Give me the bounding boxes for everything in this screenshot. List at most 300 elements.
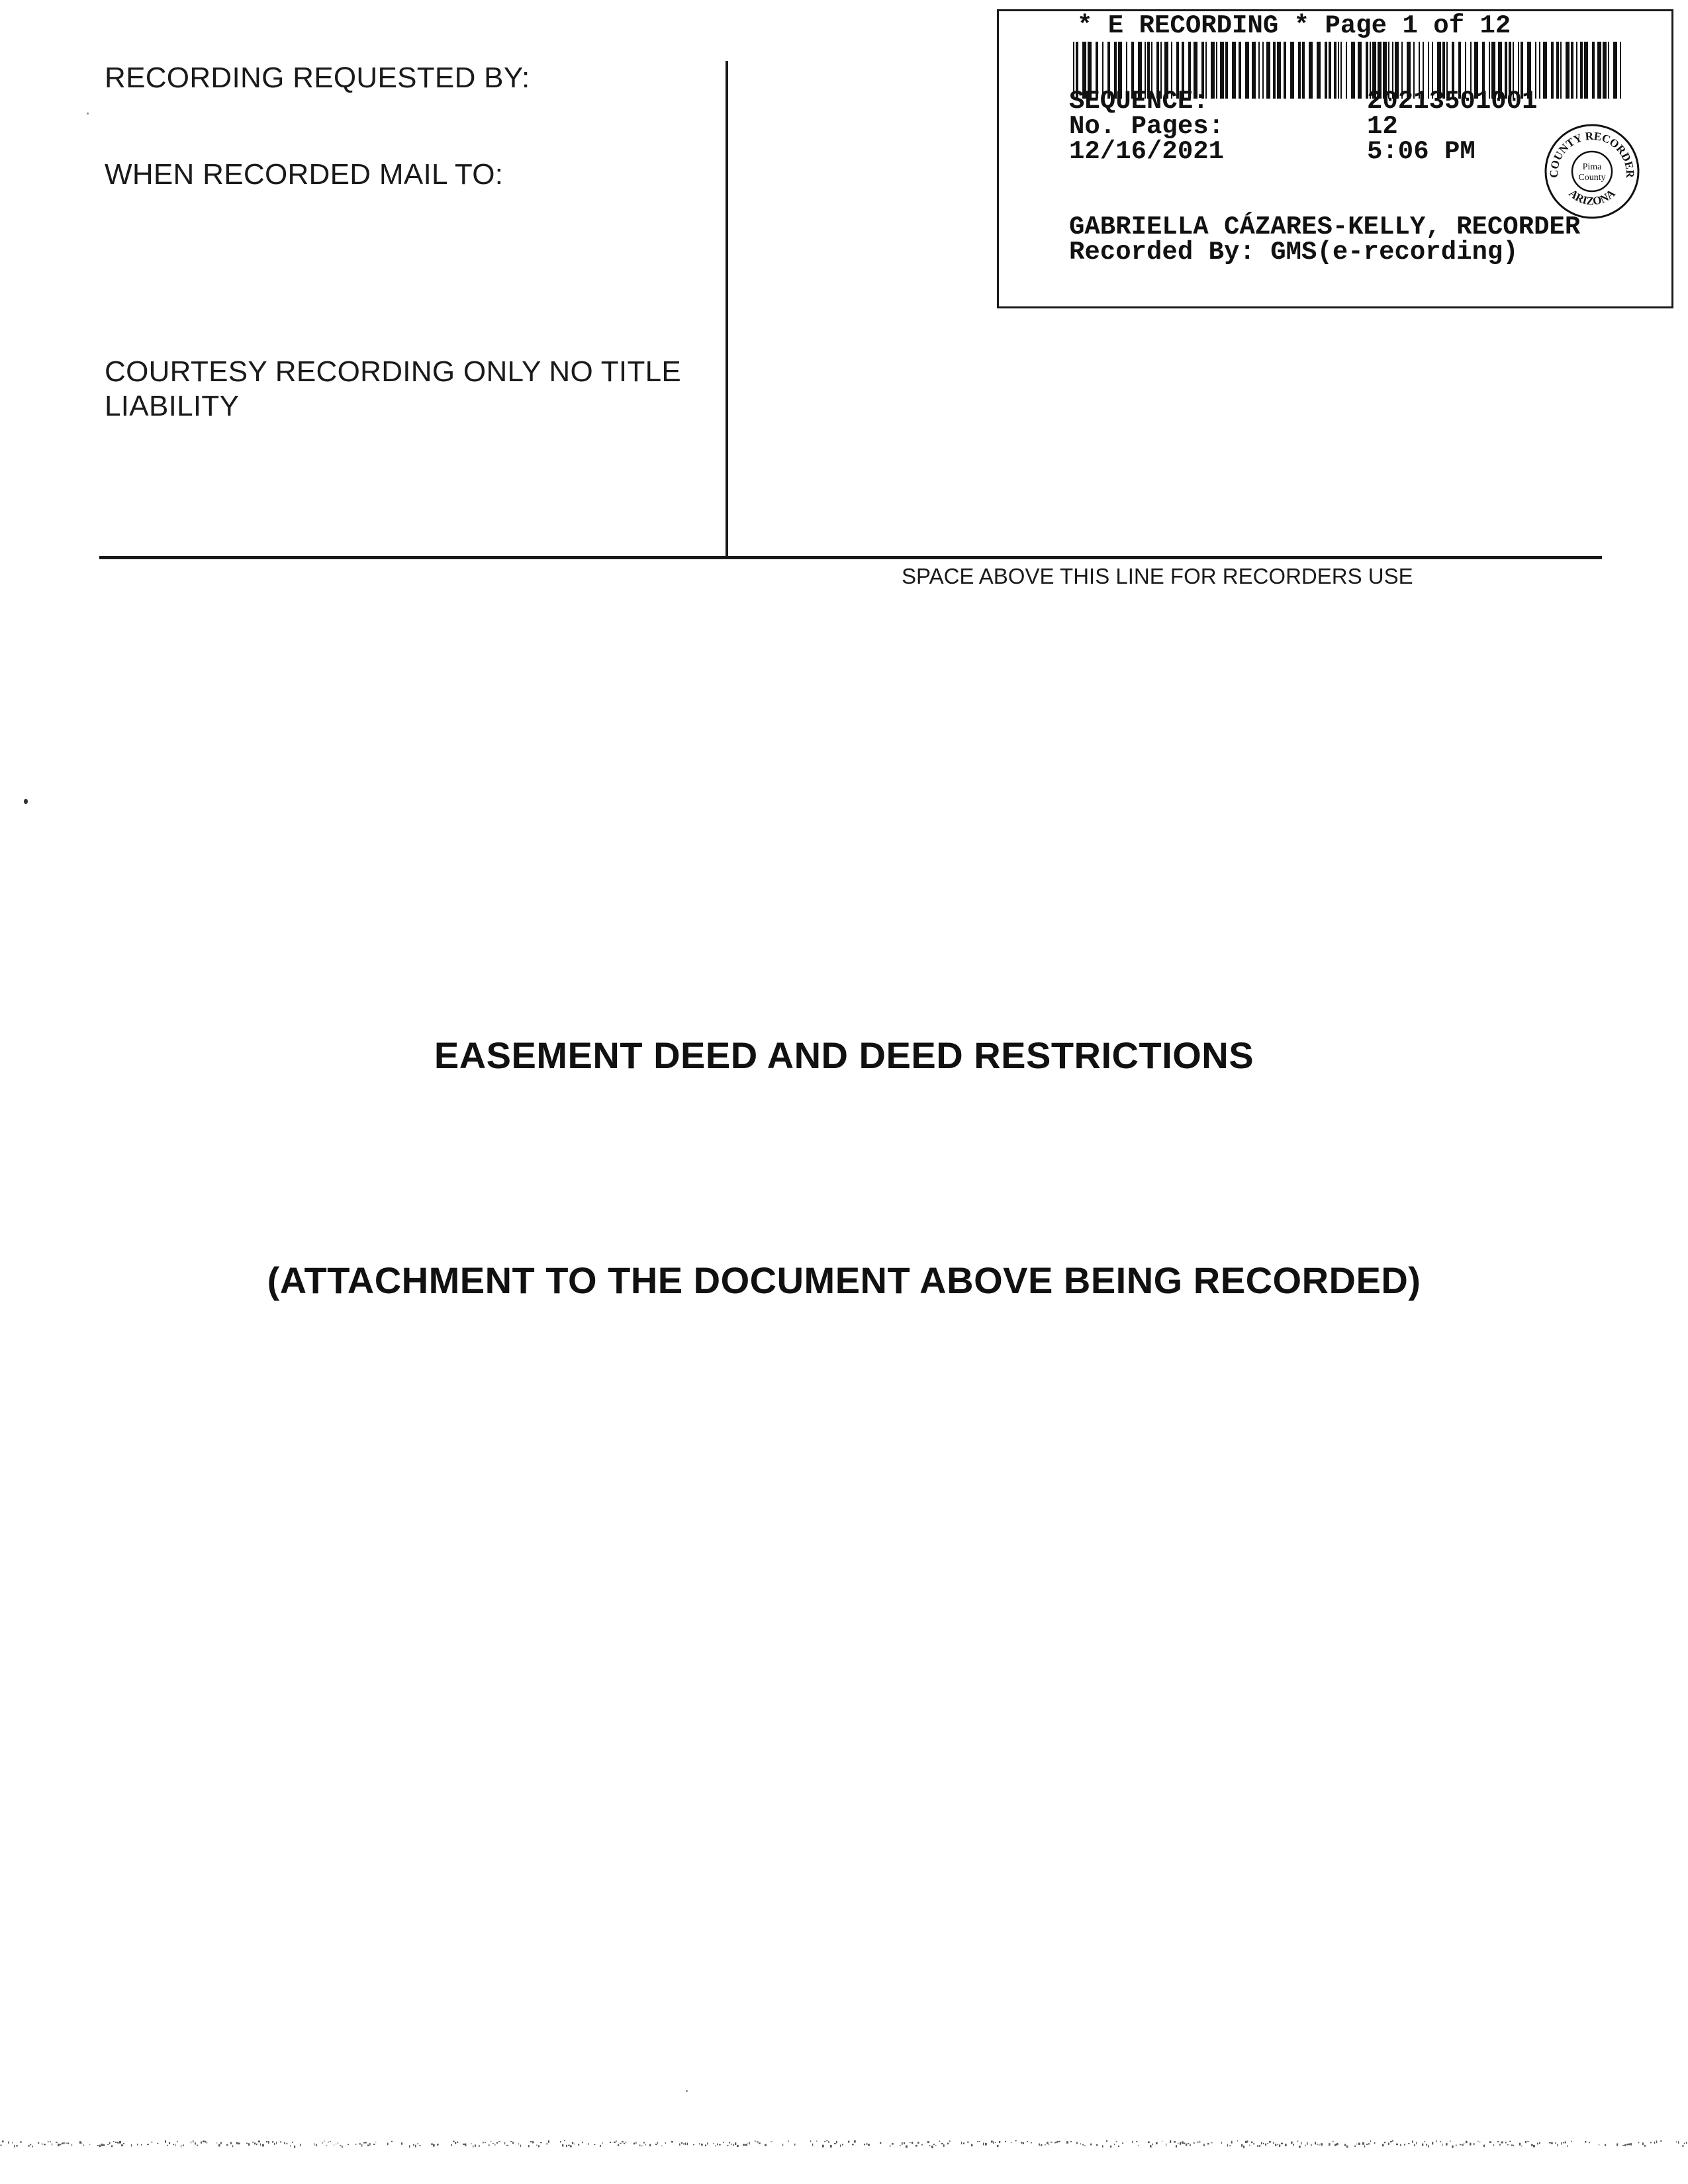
noise-dot [0,2145,2,2146]
recording-time: 5:06 PM [1367,137,1476,166]
noise-dot [1132,2141,1133,2143]
noise-dot [917,2142,919,2144]
noise-dot [1221,2142,1222,2144]
noise-dot [286,2143,288,2144]
when-recorded-mail-to-label: WHEN RECORDED MAIL TO: [105,158,504,191]
noise-dot [236,2142,238,2144]
noise-dot [485,2142,486,2143]
noise-dot [633,2143,635,2145]
noise-dot [1358,2143,1360,2145]
noise-dot [292,2142,293,2143]
barcode-bar [1284,42,1286,99]
noise-dot [44,2144,46,2145]
noise-dot [1257,2146,1258,2147]
noise-dot [622,2141,624,2142]
noise-dot [902,2142,903,2145]
barcode-bar [1543,42,1547,99]
noise-dot [961,2142,962,2144]
noise-dot [205,2141,206,2143]
noise-dot [921,2144,923,2146]
noise-dot [759,2142,761,2144]
noise-dot [836,2141,837,2144]
noise-dot [868,2144,870,2146]
noise-dot [391,2141,393,2142]
noise-dot [997,2145,998,2147]
barcode-bar [1329,42,1331,99]
noise-dot [1422,2144,1423,2146]
noise-dot [1307,2142,1308,2145]
noise-dot [1237,2140,1238,2142]
noise-dot [1247,2140,1248,2142]
noise-dot [594,2144,595,2145]
noise-dot [1452,2146,1454,2148]
noise-dot [1106,2140,1107,2142]
noise-dot [1436,2140,1437,2142]
noise-dot [16,2145,18,2146]
noise-dot [729,2142,730,2143]
noise-dot [123,2143,124,2144]
noise-dot [246,2143,248,2144]
scan-speck [24,799,28,804]
noise-dot [316,2144,317,2147]
seal-inner-line-2: County [1578,173,1606,183]
noise-dot [701,2144,703,2146]
noise-dot [1056,2141,1058,2143]
noise-dot [1082,2144,1084,2145]
noise-dot [854,2140,856,2142]
noise-dot [910,2142,911,2143]
noise-dot [1122,2142,1123,2144]
noise-dot [1114,2144,1115,2145]
noise-dot [465,2144,466,2146]
noise-dot [1382,2144,1383,2146]
noise-dot [538,2145,539,2147]
noise-dot [280,2142,281,2143]
noise-dot [218,2144,220,2147]
noise-dot [1285,2144,1287,2146]
noise-dot [1051,2142,1052,2143]
noise-dot [939,2140,940,2142]
recorder-name: GABRIELLA CÁZARES-KELLY, RECORDER [1069,212,1581,242]
scan-edge-noise [0,2136,1688,2150]
recording-stamp-box [997,9,1673,308]
noise-dot [1499,2144,1501,2146]
noise-dot [1259,2145,1260,2146]
barcode-bar [1358,42,1362,99]
noise-dot [717,2144,718,2146]
noise-dot [683,2144,685,2145]
noise-dot [1466,2141,1468,2144]
barcode-bar [1340,42,1342,99]
barcode-bar [1608,42,1609,99]
noise-dot [359,2143,361,2145]
noise-dot [342,2146,343,2148]
noise-dot [572,2142,573,2144]
noise-dot [834,2143,836,2144]
noise-dot [1041,2144,1042,2146]
noise-dot [1047,2142,1049,2144]
noise-dot [892,2143,894,2145]
noise-dot [121,2144,123,2146]
noise-dot [272,2141,273,2142]
noise-dot [967,2142,969,2143]
noise-dot [935,2145,936,2146]
noise-dot [1015,2140,1017,2141]
noise-dot [566,2145,567,2147]
noise-dot [1039,2144,1040,2146]
noise-dot [687,2143,688,2146]
barcode-bar [1258,42,1260,99]
noise-dot [1364,2146,1365,2148]
noise-dot [824,2141,825,2142]
noise-dot [1644,2145,1646,2147]
noise-dot [1279,2144,1280,2146]
noise-dot [369,2143,371,2146]
noise-dot [415,2145,416,2148]
noise-dot [616,2141,617,2142]
barcode-bar [1277,42,1281,99]
barcode-bar [1597,42,1601,99]
noise-dot [197,2145,198,2146]
noise-dot [494,2144,496,2145]
barcode-bar [1613,42,1617,99]
noise-dot [260,2144,261,2146]
noise-dot [387,2143,389,2146]
noise-dot [1136,2141,1137,2142]
noise-dot [1354,2146,1356,2147]
noise-dot [1116,2141,1117,2142]
noise-dot [147,2144,149,2146]
noise-dot [693,2144,694,2145]
noise-dot [1293,2144,1294,2146]
noise-dot [971,2144,972,2146]
noise-dot [915,2145,917,2147]
barcode-bar [1232,42,1236,99]
noise-dot [355,2144,356,2145]
noise-dot [131,2144,132,2147]
noise-dot [1519,2143,1521,2146]
noise-dot [1203,2144,1205,2146]
barcode-bar [1566,42,1570,99]
noise-dot [1642,2142,1644,2145]
noise-dot [32,2146,33,2148]
noise-dot [1392,2140,1393,2142]
noise-dot [1432,2142,1433,2145]
noise-dot [232,2145,233,2147]
noise-dot [455,2142,456,2144]
noise-dot [492,2143,494,2144]
noise-dot [238,2143,240,2145]
noise-dot [655,2144,657,2145]
noise-dot [1275,2144,1276,2146]
noise-dot [1315,2142,1316,2144]
barcode-bar [1302,42,1305,99]
barcode-bar [1551,42,1554,99]
barcode-bar [1266,42,1270,99]
noise-dot [1571,2141,1572,2142]
noise-dot [483,2142,484,2144]
noise-dot [453,2141,455,2142]
noise-dot [1585,2141,1586,2142]
noise-dot [1197,2141,1198,2143]
barcode-bar [1584,42,1588,99]
noise-dot [941,2143,943,2144]
noise-dot [737,2145,739,2147]
noise-dot [1684,2143,1685,2144]
noise-dot [64,2142,65,2144]
barcode-bar [1603,42,1607,99]
noise-dot [1344,2144,1346,2146]
noise-dot [1477,2141,1479,2142]
noise-dot [1682,2146,1684,2147]
noise-dot [733,2144,734,2146]
noise-dot [1493,2144,1494,2146]
barcode-bar [1290,42,1294,99]
noise-dot [1605,2144,1606,2146]
noise-dot [157,2143,158,2144]
noise-dot [294,2146,295,2148]
noise-dot [983,2143,984,2146]
noise-dot [216,2142,217,2143]
noise-dot [1277,2144,1278,2145]
noise-dot [1460,2144,1461,2146]
noise-dot [457,2142,458,2143]
noise-dot [1374,2142,1375,2144]
courtesy-line-1: COURTESY RECORDING ONLY NO TITLE [105,355,682,388]
noise-dot [1176,2145,1177,2148]
noise-dot [1537,2143,1538,2145]
noise-dot [1273,2142,1274,2144]
noise-dot [1249,2145,1250,2146]
noise-dot [600,2145,601,2147]
noise-dot [1654,2142,1655,2144]
noise-dot [81,2142,82,2143]
noise-dot [1489,2141,1491,2143]
noise-dot [290,2145,291,2146]
noise-dot [1241,2144,1243,2147]
noise-dot [749,2142,750,2144]
noise-dot [340,2145,341,2146]
noise-dot [348,2144,349,2146]
noise-dot [1138,2145,1139,2146]
noise-dot [1366,2144,1368,2145]
noise-dot [433,2144,435,2147]
noise-dot [1362,2142,1364,2145]
noise-dot [532,2141,534,2143]
noise-dot [794,2144,795,2146]
barcode-bar [1245,42,1249,99]
noise-dot [1628,2144,1630,2146]
noise-dot [1184,2143,1185,2144]
barcode-bar [1539,42,1540,99]
noise-dot [610,2142,611,2143]
noise-dot [475,2144,476,2146]
noise-dot [635,2142,637,2144]
document-title: EASEMENT DEED AND DEED RESTRICTIONS [434,1034,1254,1076]
noise-dot [361,2144,362,2147]
noise-dot [1118,2146,1119,2147]
recorders-use-rule [99,556,1602,559]
noise-dot [30,2144,31,2146]
noise-dot [735,2142,736,2145]
noise-dot [79,2141,81,2144]
noise-dot [183,2144,184,2146]
noise-dot [1686,2142,1687,2144]
noise-dot [8,2142,9,2144]
noise-dot [1291,2142,1293,2144]
noise-dot [900,2145,901,2146]
noise-dot [1505,2142,1507,2143]
recording-requested-by-label: RECORDING REQUESTED BY: [105,62,530,94]
noise-dot [614,2142,616,2143]
noise-dot [963,2143,964,2144]
noise-dot [1624,2144,1626,2146]
noise-dot [1567,2145,1568,2147]
barcode-bar [1309,42,1313,99]
barcode-bar [1317,42,1321,99]
noise-dot [618,2144,619,2146]
noise-dot [324,2141,325,2142]
noise-dot [1539,2142,1540,2144]
noise-dot [645,2144,646,2145]
noise-dot [826,2140,827,2141]
noise-dot [1150,2145,1152,2147]
noise-dot [1023,2142,1024,2144]
noise-dot [50,2141,51,2142]
noise-dot [649,2144,651,2147]
noise-dot [367,2144,369,2146]
noise-dot [1297,2141,1298,2142]
noise-dot [274,2143,275,2145]
barcode-bar [1571,42,1573,99]
barcode-bar [1338,42,1339,99]
noise-dot [995,2142,996,2143]
noise-dot [268,2141,269,2144]
noise-dot [765,2144,767,2146]
noise-dot [1180,2142,1181,2145]
noise-dot [506,2145,508,2146]
noise-dot [1416,2142,1417,2144]
noise-dot [1096,2144,1098,2146]
noise-dot [14,2145,15,2148]
noise-dot [852,2144,854,2145]
noise-dot [782,2144,783,2146]
noise-dot [330,2141,331,2142]
noise-dot [1497,2141,1499,2142]
noise-dot [137,2144,138,2146]
noise-dot [1110,2146,1111,2148]
barcode-bar [1351,42,1355,99]
noise-dot [1368,2143,1370,2144]
noise-dot [169,2142,170,2144]
noise-dot [1656,2140,1657,2143]
seal-outer-bottom-text: ARIZONA [1566,187,1618,208]
noise-dot [1045,2144,1046,2145]
noise-dot [1021,2142,1023,2144]
noise-dot [1243,2146,1244,2148]
noise-dot [1511,2144,1513,2146]
noise-dot [931,2146,933,2148]
noise-dot [530,2141,532,2142]
noise-dot [431,2144,433,2145]
noise-dot [548,2140,549,2143]
noise-dot [816,2141,817,2142]
noise-dot [1676,2141,1677,2142]
noise-dot [1102,2145,1103,2147]
barcode-bar [1556,42,1559,99]
noise-dot [173,2144,174,2146]
noise-dot [685,2143,686,2145]
noise-dot [1335,2144,1336,2146]
barcode-bar [1576,42,1577,99]
sequence-value: 20213501001 [1367,87,1538,116]
noise-dot [1148,2142,1150,2144]
noise-dot [83,2144,84,2146]
noise-dot [1474,2143,1475,2145]
scan-speck [87,113,89,114]
noise-dot [1440,2141,1441,2142]
noise-dot [985,2143,987,2146]
noise-dot [1527,2141,1529,2142]
noise-dot [1267,2143,1268,2144]
noise-dot [1211,2142,1213,2144]
noise-dot [1525,2141,1526,2143]
noise-dot [578,2144,579,2146]
noise-dot [1170,2140,1171,2143]
noise-dot [1388,2142,1389,2145]
courtesy-line-2: LIABILITY [105,390,240,422]
noise-dot [230,2142,232,2144]
noise-dot [201,2142,202,2144]
noise-dot [20,2142,22,2143]
noise-dot [1555,2142,1556,2144]
noise-dot [1630,2143,1632,2146]
noise-dot [788,2140,789,2142]
noise-dot [1227,2144,1228,2147]
noise-dot [1549,2142,1551,2144]
noise-dot [1090,2144,1092,2146]
noise-dot [276,2142,277,2144]
noise-dot [528,2145,530,2147]
noise-dot [496,2142,498,2144]
pages-value: 12 [1367,112,1398,141]
noise-dot [413,2144,414,2146]
noise-dot [1190,2144,1191,2146]
noise-dot [1370,2140,1371,2142]
noise-dot [113,2141,115,2142]
noise-dot [830,2145,832,2148]
noise-dot [943,2144,945,2147]
noise-dot [927,2141,929,2143]
noise-dot [117,2142,119,2144]
noise-dot [624,2143,625,2144]
noise-dot [1531,2144,1533,2146]
header-vertical-divider [726,61,728,559]
noise-dot [727,2145,728,2146]
noise-dot [504,2142,505,2145]
noise-dot [1617,2144,1618,2146]
noise-dot [60,2144,61,2146]
noise-dot [671,2141,673,2142]
noise-dot [719,2144,721,2146]
noise-dot [1501,2142,1503,2144]
document-subtitle: (ATTACHMENT TO THE DOCUMENT ABOVE BEING RECORDED) [267,1259,1421,1301]
noise-dot [713,2143,714,2144]
barcode-bar [1325,42,1327,99]
barcode-bar [1220,42,1224,99]
noise-dot [38,2142,39,2144]
courtesy-recording-note [105,355,727,424]
